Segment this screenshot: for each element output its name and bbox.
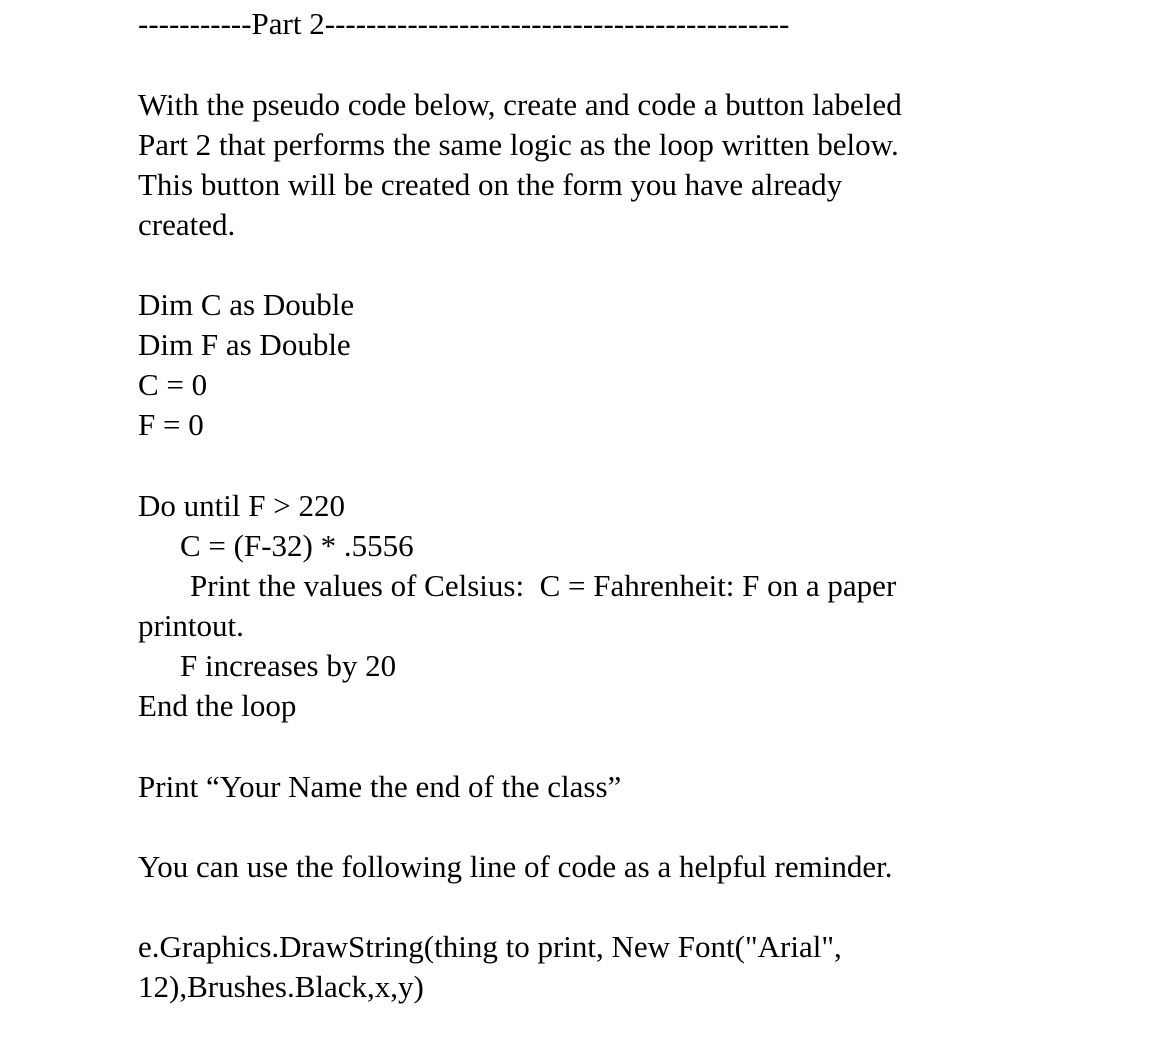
code-line-2: 12),Brushes.Black,x,y) <box>138 969 424 1004</box>
reminder-text: You can use the following line of code as a helpful reminder. <box>138 849 893 884</box>
loop-print-line-2: printout. <box>138 608 244 643</box>
assign-c: C = 0 <box>138 367 208 402</box>
intro-line-2: Part 2 that performs the same logic as the loop written below. <box>138 127 899 162</box>
loop-formula: C = (F-32) * .5556 <box>180 528 414 563</box>
declaration-c: Dim C as Double <box>138 287 355 322</box>
code-line-1: e.Graphics.DrawString(thing to print, New Font("Arial", <box>138 929 842 964</box>
intro-line-4: created. <box>138 207 236 242</box>
section-header: -----------Part 2--------------------------------------------- <box>138 6 790 41</box>
final-print: Print “Your Name the end of the class” <box>138 769 622 804</box>
assign-f: F = 0 <box>138 407 204 442</box>
loop-start: Do until F > 220 <box>138 488 345 523</box>
declaration-f: Dim F as Double <box>138 327 351 362</box>
intro-line-3: This button will be created on the form you have already <box>138 167 843 202</box>
loop-increment: F increases by 20 <box>180 648 397 683</box>
loop-end: End the loop <box>138 688 297 723</box>
intro-line-1: With the pseudo code below, create and code a button labeled <box>138 87 902 122</box>
loop-print-line-1: Print the values of Celsius: C = Fahrenheit: F on a paper <box>190 568 897 603</box>
